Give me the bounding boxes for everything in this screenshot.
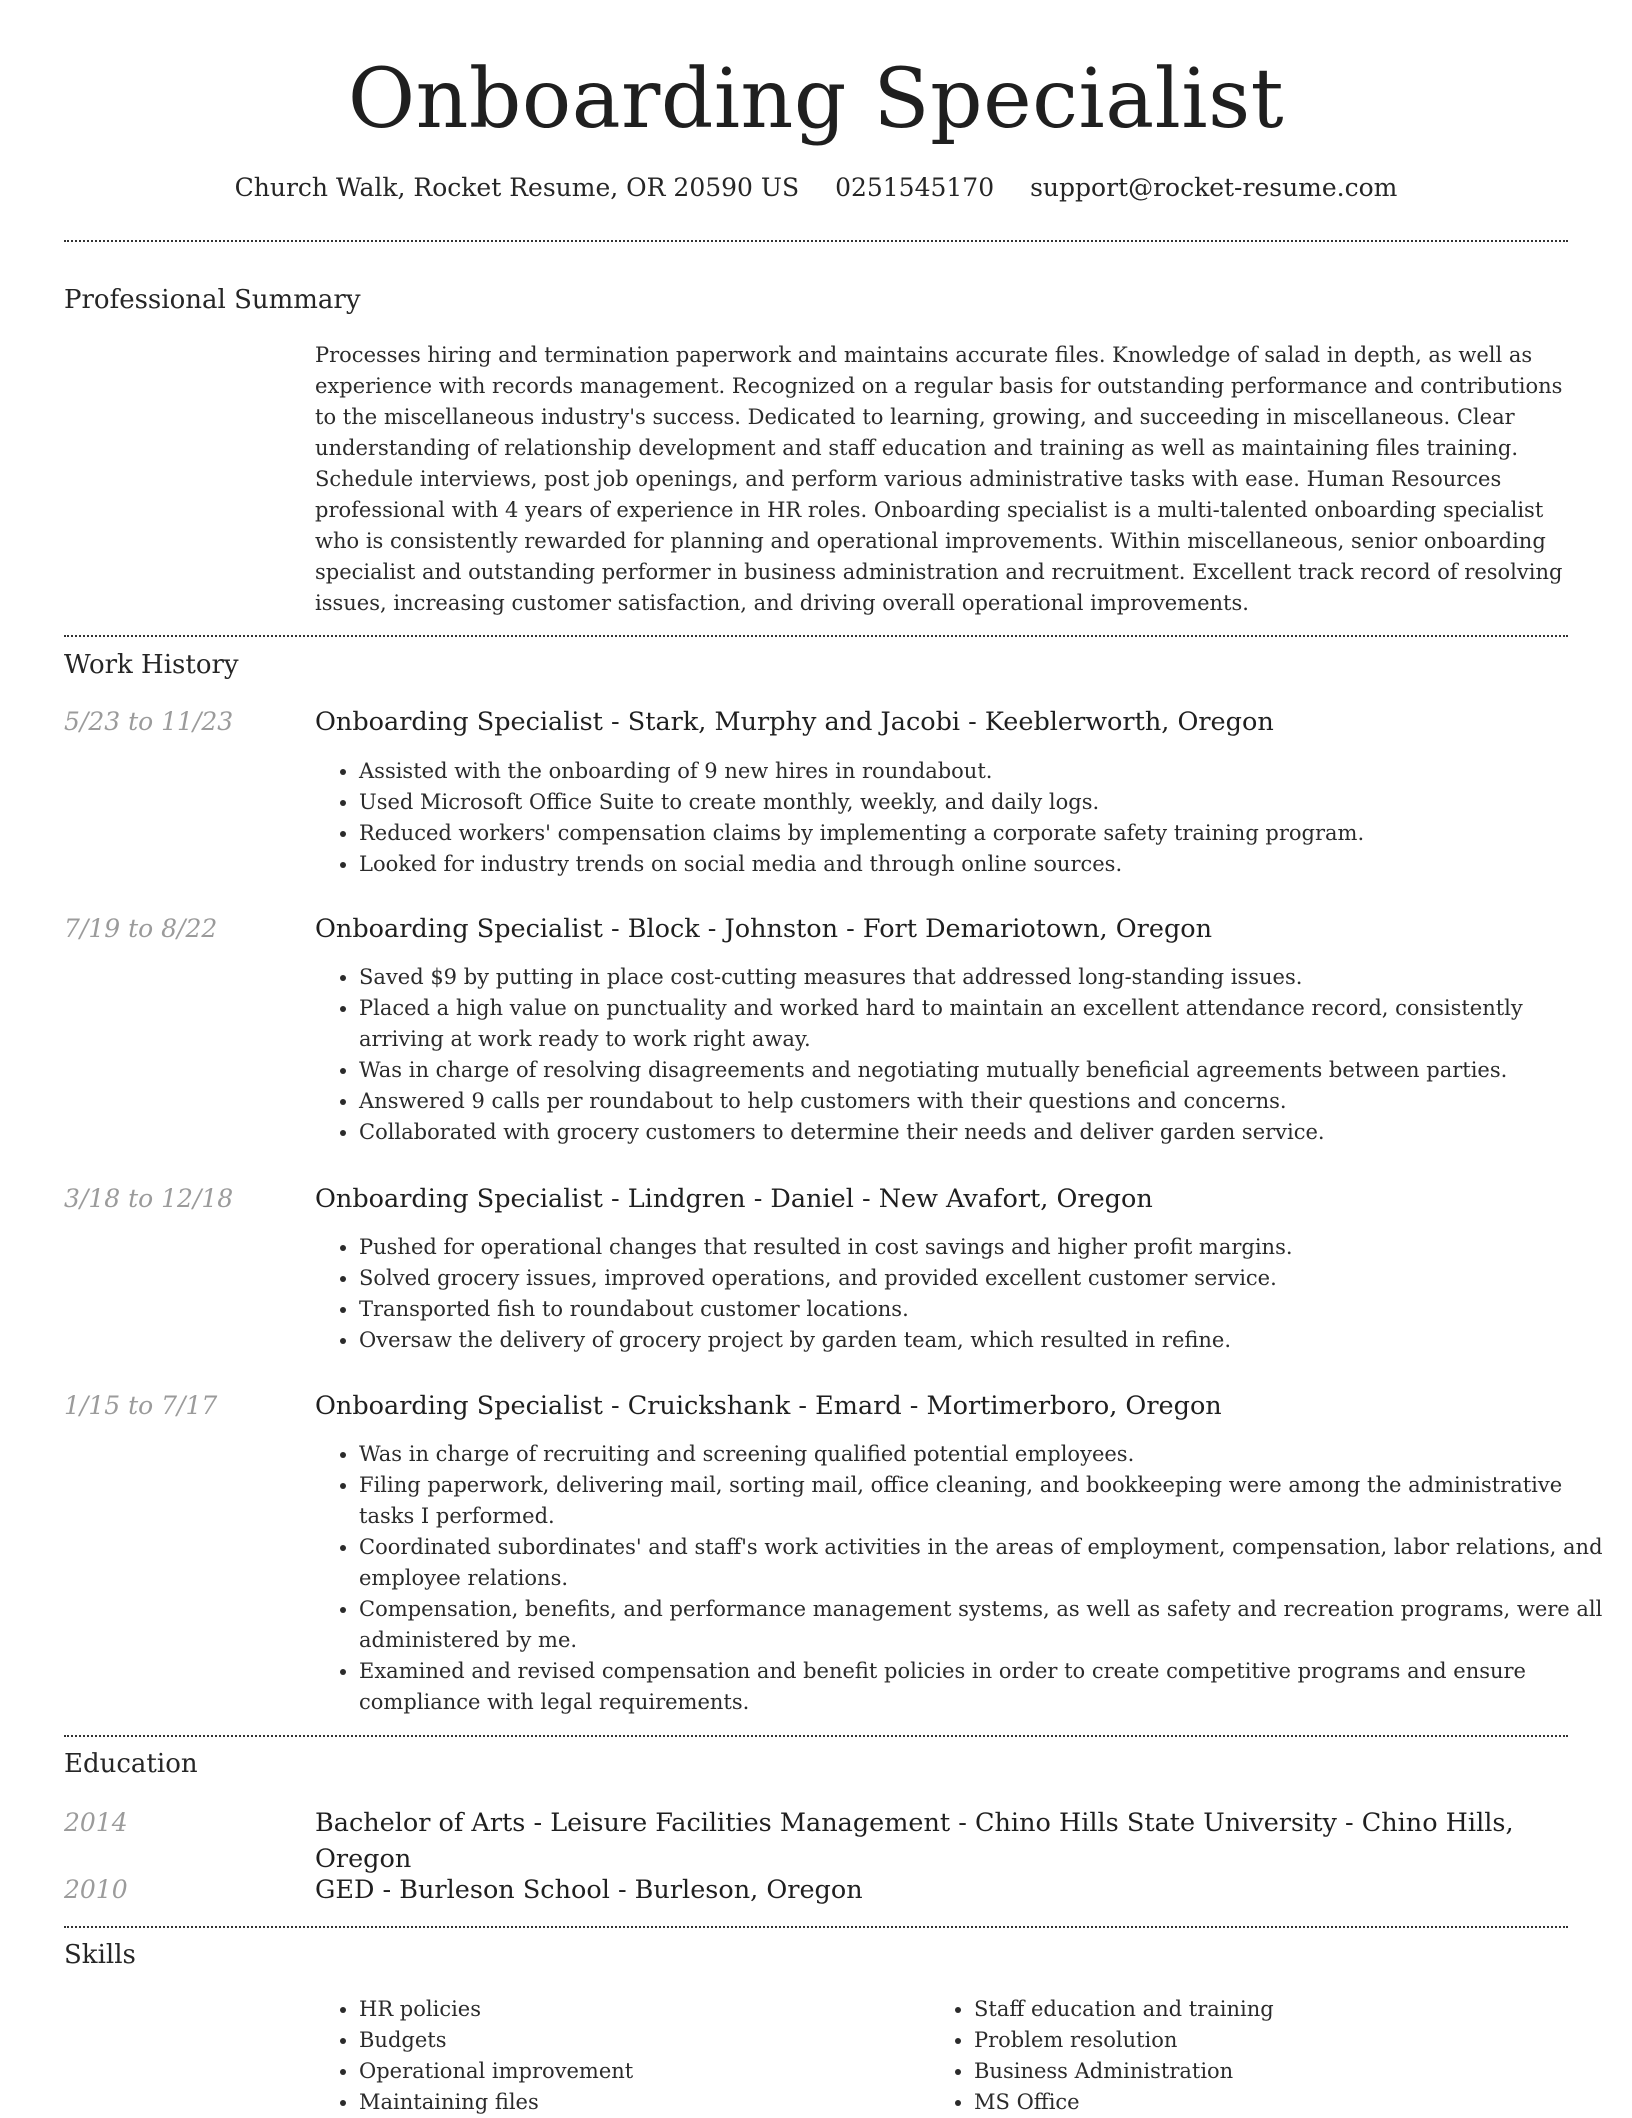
- summary-text: Processes hiring and termination paperwork and maintains accurate files. Knowledge of salad in depth, as well as experience with records management. Recognized on a regular basis for outstanding performance and contributions to the miscellaneous industry's success. Dedicated to learning, growing, and succeeding in miscellaneous. Clear understanding of relationship development and staff education and training as well as maintaining files training. Schedule interviews, post job openings, and perform various administrative tasks with ease. Human Resources professional with 4 years of experience in HR roles. Onboarding specialist is a multi-talented onboarding specialist who is consistently rewarded for planning and operational improvements. Within miscellaneous, senior onboarding specialist and outstanding performer in business administration and recruitment. Excellent track record of resolving issues, increasing customer satisfaction, and driving overall operational improvements.: [315, 343, 1563, 615]
- education-heading: Education: [64, 1749, 198, 1779]
- contact-line: [0, 170, 1632, 206]
- section-divider: [64, 240, 1568, 242]
- skills-heading: Skills: [64, 1940, 136, 1970]
- skill-item: • Budgets: [359, 2025, 919, 2056]
- section-divider: [64, 635, 1568, 637]
- job-bullet: • Coordinated subordinates' and staff's work activities in the areas of employment, compensation, labor relations, and employee relations.: [359, 1532, 1614, 1594]
- job-bullets: [315, 962, 1614, 1148]
- job-bullet: • Answered 9 calls per roundabout to help customers with their questions and concerns.: [359, 1086, 1614, 1117]
- job-bullets: [315, 1232, 1614, 1356]
- skill-item: • Operational improvement: [359, 2056, 919, 2087]
- contact-phone: 0251545170: [835, 173, 995, 202]
- job-bullet: • Assisted with the onboarding of 9 new hires in roundabout.: [359, 756, 1614, 787]
- education-year: 2014: [64, 1808, 128, 1837]
- skill-item: • Maintaining files: [359, 2087, 919, 2118]
- job-bullet: • Reduced workers' compensation claims by implementing a corporate safety training program.: [359, 818, 1614, 849]
- resume-title: Onboarding Specialist: [347, 52, 1285, 147]
- section-divider: [64, 1926, 1568, 1928]
- skill-item: • Business Administration: [974, 2056, 1574, 2087]
- job-bullet: • Pushed for operational changes that resulted in cost savings and higher profit margins.: [359, 1232, 1614, 1263]
- job-title: Onboarding Specialist - Lindgren - Daniel - New Avafort, Oregon: [315, 1184, 1153, 1214]
- job-bullet: • Placed a high value on punctuality and worked hard to maintain an excellent attendance record, consistently arriving at work ready to work right away.: [359, 993, 1614, 1055]
- job-bullet: • Was in charge of resolving disagreements and negotiating mutually beneficial agreements between parties.: [359, 1055, 1614, 1086]
- job-title: Onboarding Specialist - Stark, Murphy and Jacobi - Keeblerworth, Oregon: [315, 707, 1274, 737]
- job-bullet: • Looked for industry trends on social media and through online sources.: [359, 849, 1614, 880]
- job-dates: 3/18 to 12/18: [64, 1184, 234, 1213]
- job-bullets: [315, 1439, 1614, 1718]
- job-dates: 5/23 to 11/23: [64, 707, 234, 736]
- education-title: Bachelor of Arts - Leisure Facilities Management - Chino Hills State University - Chino Hills, Oregon: [315, 1808, 1514, 1874]
- job-title: Onboarding Specialist - Cruickshank - Emard - Mortimerboro, Oregon: [315, 1391, 1222, 1421]
- job-bullet: • Filing paperwork, delivering mail, sorting mail, office cleaning, and bookkeeping were among the administrative tasks I performed.: [359, 1470, 1614, 1532]
- job-bullet: • Collaborated with grocery customers to determine their needs and deliver garden service.: [359, 1117, 1614, 1148]
- job-title: Onboarding Specialist - Block - Johnston - Fort Demariotown, Oregon: [315, 914, 1213, 944]
- job-dates: 7/19 to 8/22: [64, 914, 218, 943]
- section-divider: [64, 1735, 1568, 1737]
- skill-item: • Problem resolution: [974, 2025, 1574, 2056]
- skill-item: • MS Office: [974, 2087, 1574, 2118]
- job-bullet: • Was in charge of recruiting and screening qualified potential employees.: [359, 1439, 1614, 1470]
- job-bullet: • Compensation, benefits, and performance management systems, as well as safety and recreation programs, were all administered by me.: [359, 1594, 1614, 1656]
- skills-list-right: [930, 1994, 1574, 2118]
- work-history-heading: Work History: [64, 650, 239, 680]
- job-dates: 1/15 to 7/17: [64, 1391, 218, 1420]
- job-bullet: • Solved grocery issues, improved operations, and provided excellent customer service.: [359, 1263, 1614, 1294]
- summary-heading: Professional Summary: [64, 285, 361, 315]
- contact-address: Church Walk, Rocket Resume, OR 20590 US: [234, 173, 800, 202]
- job-bullets: [315, 756, 1614, 880]
- skill-item: • Staff education and training: [974, 1994, 1574, 2025]
- job-bullet: • Transported fish to roundabout customer locations.: [359, 1294, 1614, 1325]
- education-year: 2010: [64, 1875, 128, 1904]
- education-title: GED - Burleson School - Burleson, Oregon: [315, 1875, 863, 1905]
- job-bullet: • Used Microsoft Office Suite to create monthly, weekly, and daily logs.: [359, 787, 1614, 818]
- job-bullet: • Examined and revised compensation and benefit policies in order to create competitive programs and ensure compliance with legal requirements.: [359, 1656, 1614, 1718]
- contact-email: support@rocket-resume.com: [1030, 173, 1398, 202]
- skills-list-left: [315, 1994, 919, 2118]
- job-bullet: • Saved $9 by putting in place cost-cutting measures that addressed long-standing issues.: [359, 962, 1614, 993]
- skill-item: • HR policies: [359, 1994, 919, 2025]
- job-bullet: • Oversaw the delivery of grocery project by garden team, which resulted in refine.: [359, 1325, 1614, 1356]
